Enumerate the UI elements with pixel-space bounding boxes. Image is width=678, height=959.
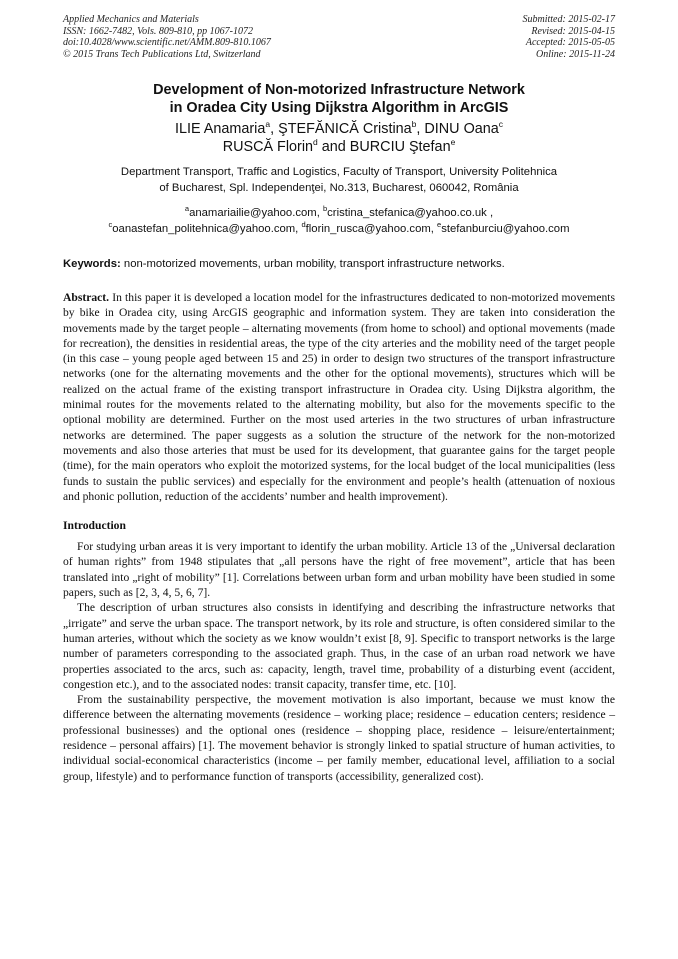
emails-line-2 — [63, 219, 615, 238]
paper-title — [63, 81, 615, 117]
email-address: florin_rusca@yahoo.com, — [305, 222, 434, 235]
title-line-1: Development of Non-motorized Infrastructure Network — [153, 82, 525, 98]
journal-issn: ISSN: 1662-7482, Vols. 809-810, pp 1067-1072 — [63, 25, 253, 37]
date-online: Online: 2015-11-24 — [536, 48, 615, 60]
email-mark: b — [322, 204, 328, 214]
journal-info — [63, 14, 271, 60]
authors-line-1: ILIE Anamaria$^a$, ŞTEFĂNICĂ Cristina$^b$, DINU Oana$^c$ — [174, 119, 504, 137]
author-name: ŞTEFĂNICĂ Cristina — [278, 121, 412, 137]
author-name: DINU Oana — [424, 121, 499, 137]
keywords — [63, 257, 615, 272]
email-mark: e — [437, 219, 442, 229]
email-address: anamariailie@yahoo.com, — [189, 207, 320, 219]
author-affiliation-mark: c — [498, 119, 504, 130]
email-mark: a — [184, 204, 190, 214]
journal-copyright: © 2015 Trans Tech Publications Ltd, Switzerland — [63, 48, 261, 60]
author-emails — [63, 206, 615, 237]
date-revised: Revised: 2015-04-15 — [531, 25, 615, 37]
authors-line-2 — [63, 138, 615, 156]
affiliation — [63, 165, 615, 196]
author-name: BURCIU Ştefan — [349, 139, 451, 155]
author-name: ILIE Anamaria — [174, 121, 266, 137]
email-address: cristina_stefanica@yahoo.co.uk , — [327, 207, 494, 219]
email-address: stefanburciu@yahoo.com — [441, 222, 570, 235]
keywords-text: non-motorized movements, urban mobility, transport infrastructure networks. — [123, 258, 505, 270]
submission-dates — [523, 14, 616, 60]
author-name: RUSCĂ Florin — [222, 139, 314, 155]
abstract-label: Abstract. — [63, 291, 110, 304]
date-accepted: Accepted: 2015-05-05 — [525, 37, 615, 49]
email-mark: c — [108, 219, 113, 229]
emails-line-1 — [63, 206, 615, 222]
section-heading-introduction: Introduction — [63, 519, 126, 533]
paragraph: For studying urban areas it is very important to identify the urban mobility. Article 13 of the „Universal declaration of human rights” from 1948 stipulates that „all persons have the right of free movement”, article that has been translated into „right of mobility” [1]. Correlations between urban form and urban mobility have been studied in some papers, such as [2, 3, 4, 5, 6, 7]. — [63, 540, 615, 600]
author-affiliation-mark: a — [265, 119, 271, 130]
paragraph: The description of urban structures also consists in identifying and describing the infrastructure networks that „irrigate” and serve the urban space. The transport network, by its role and structure, is often considered similar to the human arteries, without which the society as we know wouldn’t exist [8, 9]. Specific to transport networks is the large number of parameters corresponding to the associated graph. Thus, in the case of an urban road network we have properties associated to the arcs, such as: capacity, length, travel time, probability of a disturbing event (accident, congestion etc.), and to the associated nodes: transit capacity, transfer time, etc. [10]. — [63, 601, 615, 691]
title-line-2: in Oradea City Using Dijkstra Algorithm in ArcGIS — [169, 100, 509, 116]
journal-name: Applied Mechanics and Materials — [63, 14, 199, 25]
abstract-text: In this paper it is developed a location model for the infrastructures dedicated to non-motorized movements by bike in Oradea city, using ArcGIS geographic and information system. They are taken into consideration the movements made by the target people – alternating movements (from home to school) and optional movements (made for recreation), the densities in residential areas, the type of the city arteries and the mobility need of the target people (in this case – young people aged between 15 and 25) in order to design two structures of the transport infrastructure networks (one for the alternating movements and the other for the optional movements), structures which will be realized on the actual frame of the existing transport infrastructure in Oradea city. Using Dijkstra algorithm, the minimal routes for the movements related to the alternating mobility, but also for the movements specific to the optional mobility are determined. Further on the most used arteries in the two structures of urban infrastructure networks are determined. The paper suggests as a solution the structure of the network for the non-motorized movements and also those arteries that must be used for its development, that guarantee gains for the target people (time), for the main operators who exploit the motorized systems, for the local budget of the local municipalities (less funds to sustain the public services) and especially for the environment and people’s health (attenuation of noxious and phonic pollution, reduction of the accidents’ number and health improvement). — [63, 291, 615, 503]
affiliation-line-1: Department Transport, Traffic and Logistics, Faculty of Transport, University Politehnica — [120, 166, 558, 178]
email-mark: d — [301, 219, 306, 229]
introduction-body — [63, 539, 615, 784]
abstract — [63, 290, 615, 504]
journal-doi: doi:10.4028/www.scientific.net/AMM.809-810.1067 — [63, 37, 271, 49]
email-address: oanastefan_politehnica@yahoo.com, — [112, 222, 299, 235]
author-affiliation-mark: d — [313, 137, 318, 148]
author-list — [63, 120, 615, 156]
author-conjunction: and — [321, 139, 346, 155]
author-affiliation-mark: b — [411, 119, 417, 130]
paragraph: From the sustainability perspective, the movement motivation is also important, because we must know the difference between the alternating movements (residence – working place; residence – education centers; residence – professional businesses) and the optional ones (residence – shopping place, residence – leisure/entertainment; residence – personal affairs) [1]. The movement behavior is strongly linked to spatial structure of human activities, to individual social-economical characteristics (income – per family member, educational level, affiliation to a social group, lifestyle) and to performance function of transports (accessibility, generalized cost). — [63, 693, 615, 783]
keywords-label: Keywords: — [63, 258, 121, 270]
paper-page — [63, 14, 615, 784]
affiliation-line-2: of Bucharest, Spl. Independenţei, No.313, Bucharest, 060042, România — [159, 181, 519, 194]
author-affiliation-mark: e — [450, 137, 456, 148]
date-submitted: Submitted: 2015-02-17 — [522, 14, 615, 25]
publication-header — [63, 14, 615, 62]
